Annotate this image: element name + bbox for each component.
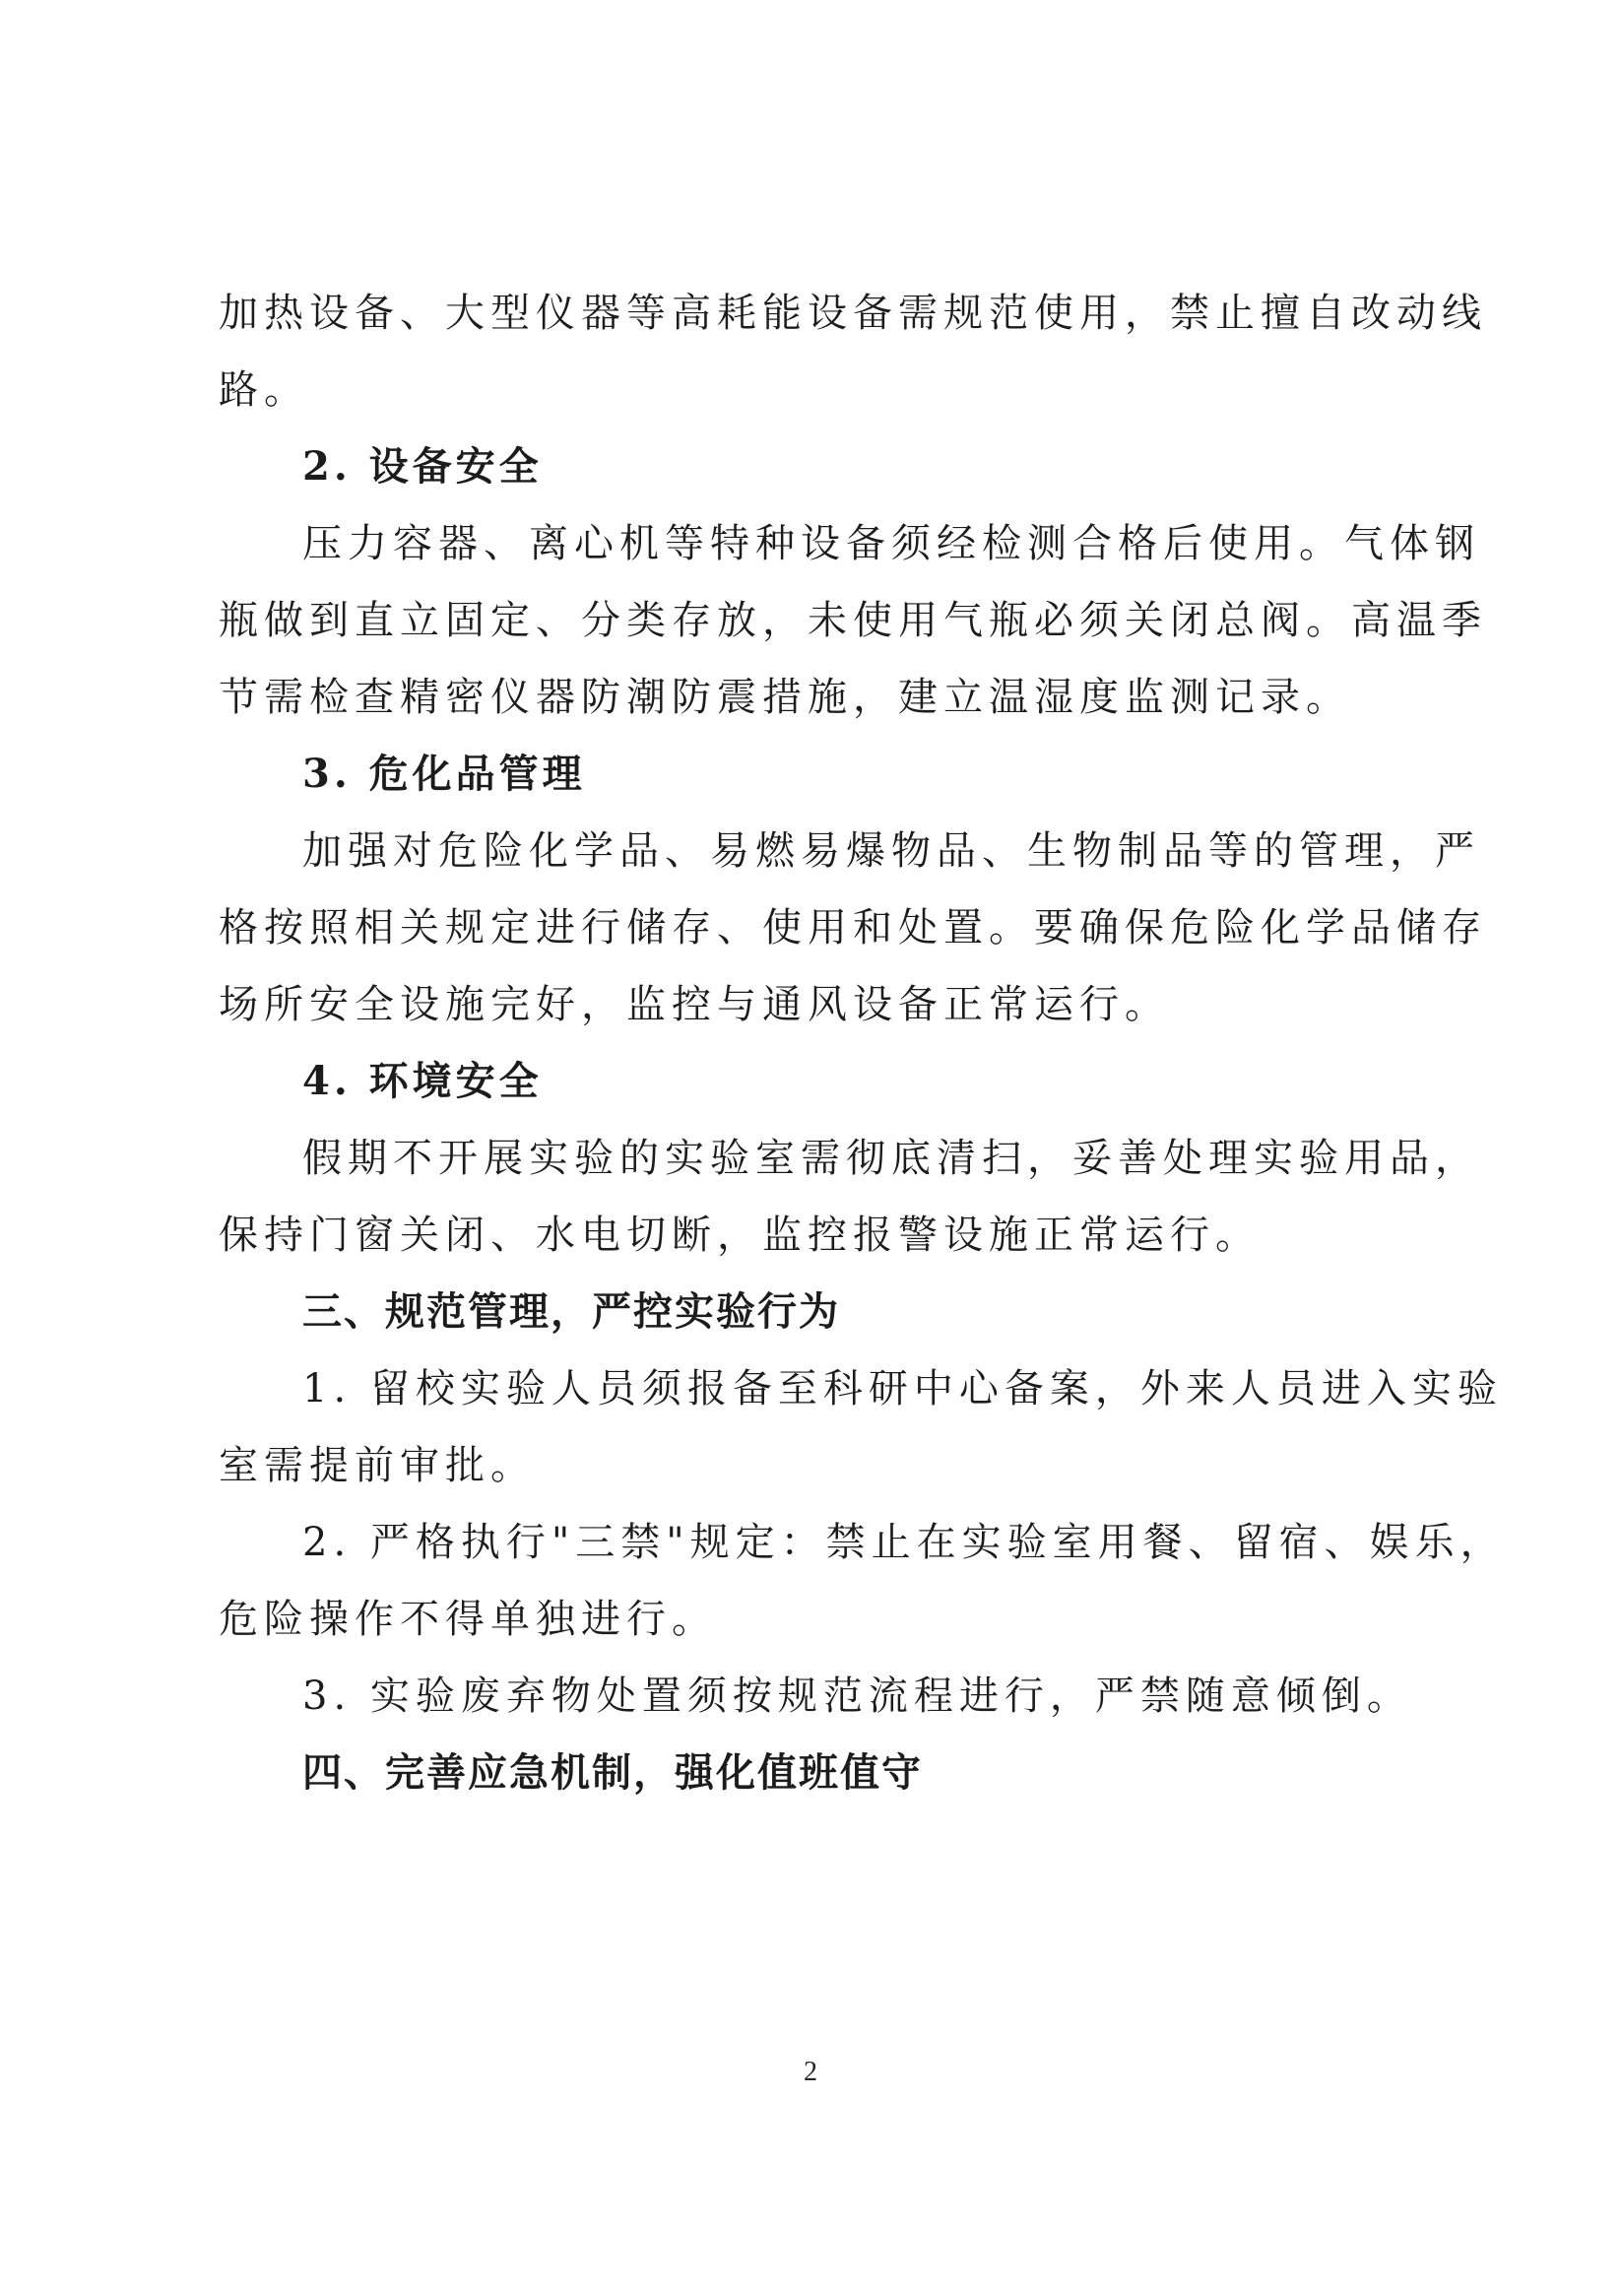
paragraph-line: 3. 实验废弃物处置须按规范流程进行，严禁随意倾倒。 [302,1673,1412,1719]
paragraph-line: 室需提前审批。 [219,1443,536,1488]
subsection-heading-equipment-safety: 2. 设备安全 [302,443,543,490]
paragraph-line: 保持门窗关闭、水电切断，监控报警设施正常运行。 [219,1213,1261,1258]
page-number: 2 [804,2057,817,2087]
subsection-heading-hazardous-chemicals: 3. 危化品管理 [302,751,586,797]
section-heading-three: 三、规范管理，严控实验行为 [302,1289,840,1335]
paragraph-line: 压力容器、离心机等特种设备须经检测合格后使用。气体钢 [302,521,1480,566]
paragraph-line: 节需检查精密仪器防潮防震措施，建立温湿度监测记录。 [219,675,1351,720]
paragraph-line: 加热设备、大型仪器等高耗能设备需规范使用，禁止擅自改动线 [219,291,1487,336]
paragraph-line: 场所安全设施完好，监控与通风设备正常运行。 [219,982,1170,1027]
paragraph-line: 假期不开展实验的实验室需彻底清扫，妥善处理实验用品， [302,1136,1480,1181]
subsection-heading-environment-safety: 4. 环境安全 [302,1058,543,1104]
section-heading-four: 四、完善应急机制，强化值班值守 [302,1750,923,1796]
paragraph-line: 格按照相关规定进行储存、使用和处置。要确保危险化学品储存 [219,905,1487,951]
paragraph-line: 加强对危险化学品、易燃易爆物品、生物制品等的管理，严 [302,828,1480,874]
paragraph-line: 1. 留校实验人员须报备至科研中心备案，外来人员进入实验 [302,1366,1503,1411]
paragraph-line: 危险操作不得单独进行。 [219,1597,717,1642]
paragraph-line: 瓶做到直立固定、分类存放，未使用气瓶必须关闭总阀。高温季 [219,598,1487,643]
paragraph-line: 路。 [219,367,309,413]
paragraph-line: 2. 严格执行"三禁"规定：禁止在实验室用餐、留宿、娱乐， [302,1520,1506,1565]
